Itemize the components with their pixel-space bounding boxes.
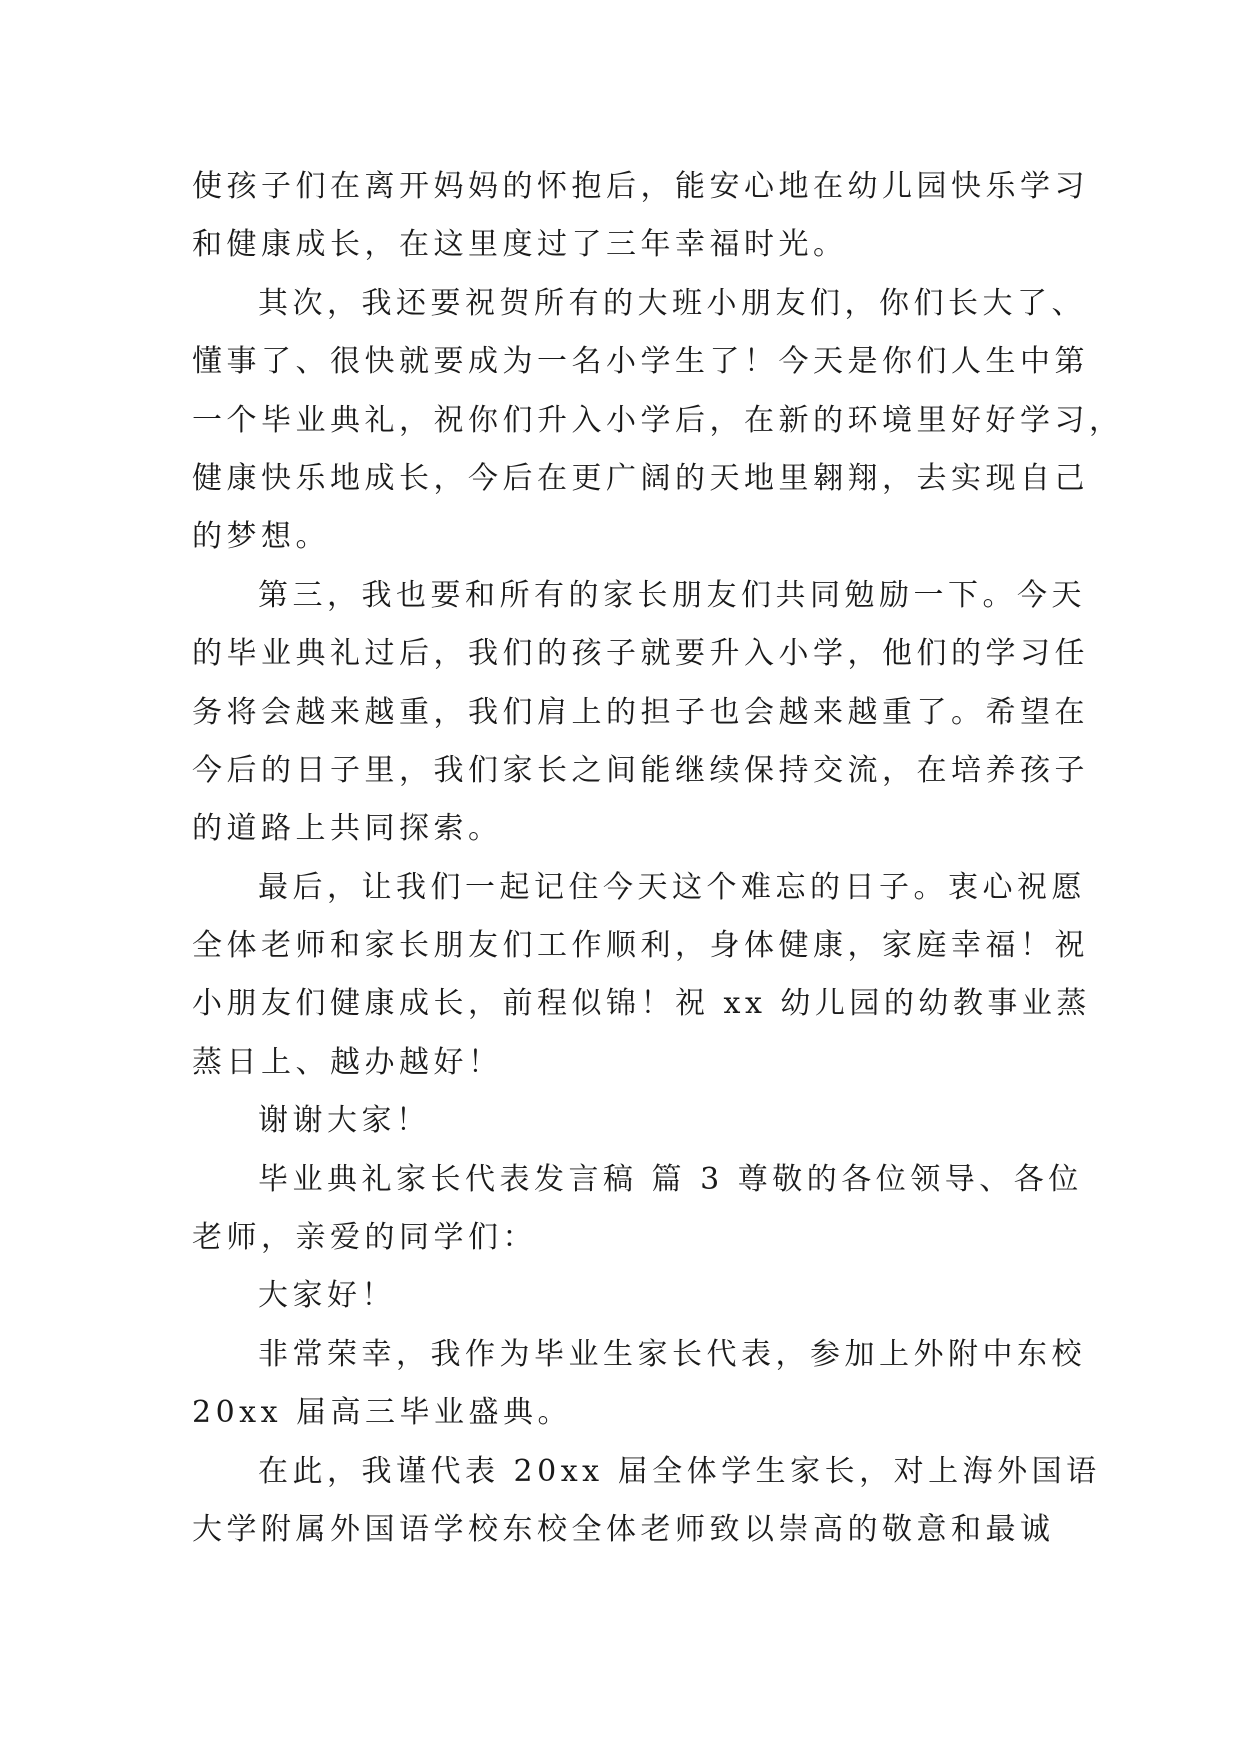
text-line: 非常荣幸，我作为毕业生家长代表，参加上外附中东校 (258, 1336, 1086, 1372)
text-line: 今后的日子里，我们家长之间能继续保持交流，在培养孩子 (192, 752, 1089, 788)
text-line: 蒸日上、越办越好！ (192, 1044, 503, 1080)
text-line: 其次，我还要祝贺所有的大班小朋友们，你们长大了、 (258, 285, 1086, 321)
text-line: 懂事了、很快就要成为一名小学生了！今天是你们人生中第 (192, 344, 1089, 380)
text-line: 务将会越来越重，我们肩上的担子也会越来越重了。希望在 (192, 694, 1089, 730)
text-line: 大学附属外国语学校东校全体老师致以崇高的敬意和最诚 (192, 1511, 1055, 1547)
text-line: 小朋友们健康成长，前程似锦！祝 xx 幼儿园的幼教事业蒸 (192, 986, 1091, 1022)
text-line: 20xx 届高三毕业盛典。 (192, 1395, 573, 1431)
text-line: 毕业典礼家长代表发言稿 篇 3 尊敬的各位领导、各位 (258, 1161, 1083, 1197)
text-line: 健康快乐地成长，今后在更广阔的天地里翱翔，去实现自己 (192, 460, 1089, 496)
text-line: 和健康成长，在这里度过了三年幸福时光。 (192, 227, 848, 263)
text-line: 使孩子们在离开妈妈的怀抱后，能安心地在幼儿园快乐学习 (192, 169, 1089, 204)
text-line: 最后，让我们一起记住今天这个难忘的日子。衷心祝愿 (258, 869, 1086, 905)
text-line: 全体老师和家长朋友们工作顺利，身体健康，家庭幸福！祝 (192, 928, 1089, 964)
text-line: 大家好！ (258, 1278, 396, 1314)
text-line: 在此，我谨代表 20xx 届全体学生家长，对上海外国语 (258, 1453, 1101, 1489)
text-line: 的梦想。 (192, 519, 330, 555)
text-line: 谢谢大家！ (258, 1103, 431, 1139)
text-line: 的道路上共同探索。 (192, 811, 503, 847)
text-line: 第三，我也要和所有的家长朋友们共同勉励一下。今天 (258, 577, 1086, 613)
text-line: 老师，亲爱的同学们： (192, 1220, 537, 1256)
document-body (192, 158, 1124, 1559)
text-line: 一个毕业典礼，祝你们升入小学后，在新的环境里好好学习， (192, 402, 1124, 438)
text-line: 的毕业典礼过后，我们的孩子就要升入小学，他们的学习任 (192, 636, 1089, 672)
